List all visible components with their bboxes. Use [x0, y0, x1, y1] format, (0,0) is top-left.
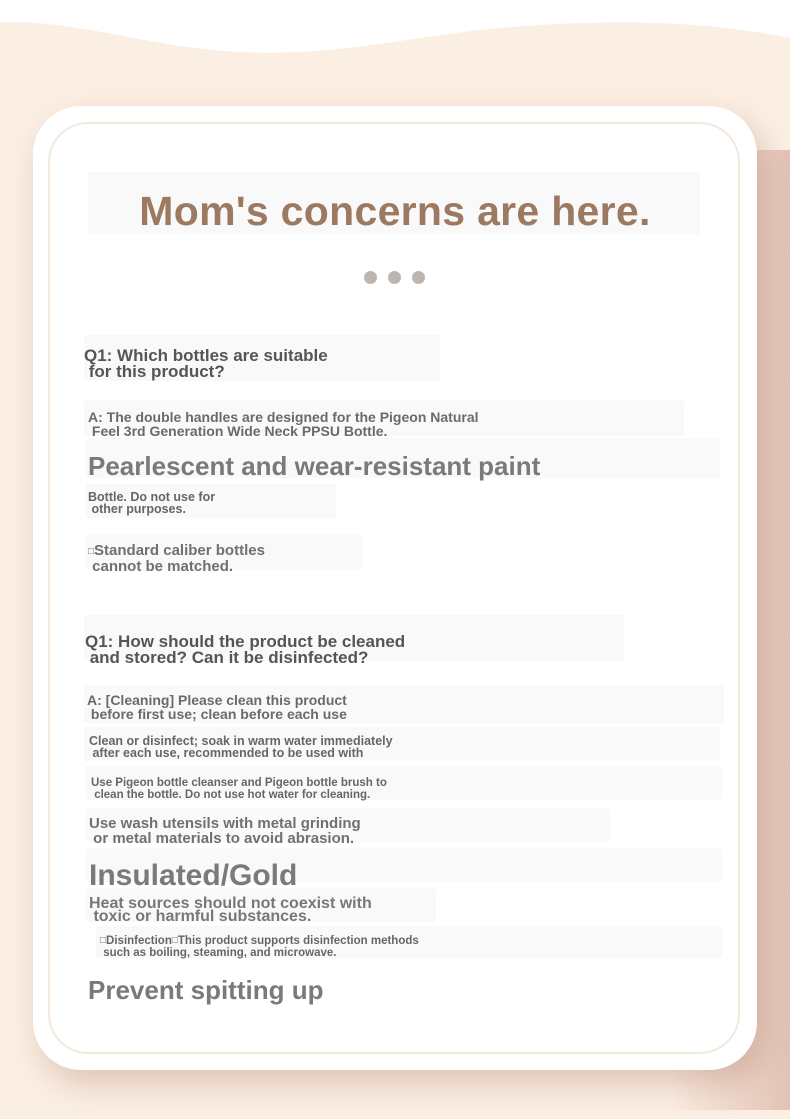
answer-2: A: [Cleaning] Please clean this product before first use; clean before each use: [87, 692, 347, 722]
dot: [388, 271, 401, 284]
missing-glyph-icon: □: [88, 546, 95, 557]
answer-1: A: The double handles are designed for the Pigeon Natural Feel 3rd Generation Wide Neck PPSU Bottle.: [88, 409, 479, 439]
dot: [412, 271, 425, 284]
page-title: Mom's concerns are here.: [139, 188, 651, 234]
dot: [364, 271, 377, 284]
missing-glyph-icon: □: [171, 935, 178, 946]
cleaning-line-1: Clean or disinfect; soak in warm water immediately after each use, recommended to be used with: [89, 734, 393, 760]
dots-divider: [364, 271, 425, 284]
storage-line: Heat sources should not coexist with toxic or harmful substances.: [89, 895, 372, 925]
heading-insulated: Insulated/Gold: [89, 859, 298, 892]
question-2: Q1: How should the product be cleaned and stored? Can it be disinfected?: [85, 632, 406, 667]
cleaning-line-3: Use wash utensils with metal grinding or metal materials to avoid abrasion.: [89, 815, 361, 847]
disinfection-line: □Disinfection□This product supports disinfection methods such as boiling, steaming, and microwave.: [100, 935, 419, 959]
note-bottle-purpose: Bottle. Do not use for other purposes.: [88, 490, 216, 516]
missing-glyph-icon: □: [100, 935, 107, 946]
top-wave-decoration: [0, 0, 790, 70]
question-1: Q1: Which bottles are suitable for this product?: [84, 346, 328, 381]
note-standard-caliber: □Standard caliber bottles cannot be matched.: [88, 542, 265, 575]
cleaning-line-2: Use Pigeon bottle cleanser and Pigeon bottle brush to clean the bottle. Do not use hot water for cleaning.: [91, 777, 387, 801]
heading-pearlescent: Pearlescent and wear-resistant paint: [88, 451, 541, 481]
heading-prevent-spitting: Prevent spitting up: [88, 975, 324, 1005]
